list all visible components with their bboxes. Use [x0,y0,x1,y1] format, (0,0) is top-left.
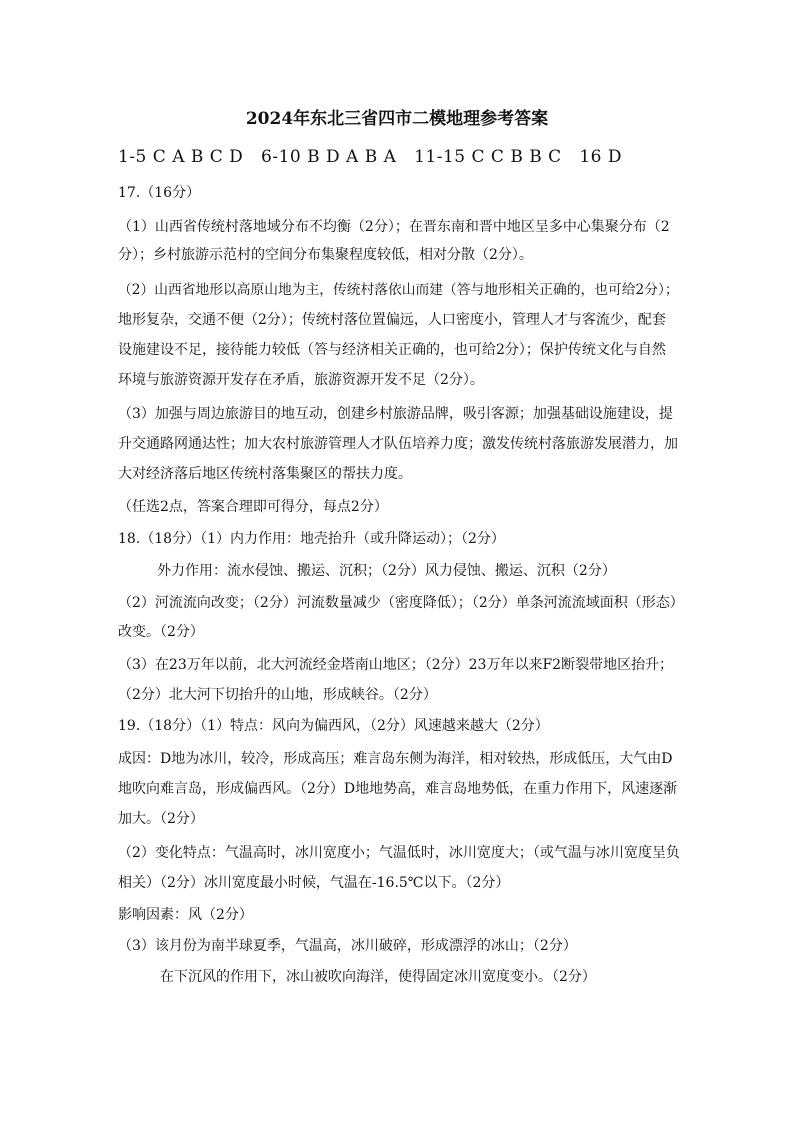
text-line: （1）山西省传统村落地域分布不均衡（2分）；在晋东南和晋中地区呈多中心集聚分布（2 [118,219,670,235]
question-17-header: 17.（16分） [118,185,201,201]
text-line: 分）；乡村旅游示范村的空间分布集聚程度较低，相对分散（2分）。 [118,247,533,263]
text-line: 成因：D地为冰川，较冷，形成高压；难言岛东侧为海洋，相对较热，形成低压，大气由D [118,751,673,767]
text-line: （3）加强与周边旅游目的地互动，创建乡村旅游品牌，吸引客源；加强基础设施建设，提 [118,406,673,422]
text-line: 相关）（2分）冰川宽度最小时候，气温在-16.5℃以下。（2分） [118,875,510,891]
text-line: 设施建设不足，接待能力较低（答与经济相关正确的，也可给2分）；保护传统文化与自然 [118,342,666,358]
text-line: 大对经济落后地区传统村落集聚区的帮扶力度。 [118,466,412,482]
text-line: 外力作用：流水侵蚀、搬运、沉积；（2分）风力侵蚀、搬运、沉积（2分） [157,563,616,579]
text-line: 改变。（2分） [118,624,204,640]
text-line: 地吹向难言岛，形成偏西风。（2分）D地地势高，难言岛地势低，在重力作用下，风速逐渐 [118,781,678,797]
question-18-header: 18.（18分）（1）内力作用：地壳抬升（或升降运动）；（2分） [118,531,505,547]
text-line: （2）河流流向改变；（2分）河流数量减少（密度降低）；（2分）单条河流流域面积（形态） [118,595,684,611]
text-line: 环境与旅游资源开发存在矛盾，旅游资源开发不足（2分）。 [118,372,484,388]
text-line: （2分）北大河下切抬升的山地，形成峡谷。（2分） [118,687,437,703]
text-line: （2）变化特点：气温高时，冰川宽度小；气温低时，冰川宽度大；（或气温与冰川宽度呈负 [118,845,680,861]
text-line: 影响因素：风（2分） [118,907,253,923]
text-line: （任选2点，答案合理即可得分，每点2分） [118,499,388,515]
page-title: 2024年东北三省四市二模地理参考答案 [245,109,549,129]
multiple-choice-answers: 1-5 C A B C D 6-10 B D A B A 11-15 C C B B C 16 D [118,147,623,167]
text-line: 地形复杂，交通不便（2分）；传统村落位置偏远，人口密度小，管理人才与客流少，配套 [118,312,666,328]
text-line: 升交通路网通达性；加大农村旅游管理人才队伍培养力度；激发传统村落旅游发展潜力，加 [118,436,678,452]
text-line: （2）山西省地形以高原山地为主，传统村落依山而建（答与地形相关正确的，也可给2分）； [118,282,679,298]
text-line: 加大。（2分） [118,811,204,827]
text-line: 在下沉风的作用下，冰山被吹向海洋，使得固定冰川宽度变小。（2分） [160,969,596,985]
text-line: （3）该月份为南半球夏季，气温高，冰川破碎，形成漂浮的冰山；（2分） [118,938,577,954]
question-19-header: 19.（18分）（1）特点：风向为偏西风，（2分）风速越来越大（2分） [118,718,549,734]
text-line: （3）在23万年以前，北大河流经金塔南山地区；（2分）23万年以来F2断裂带地区抬升； [118,657,674,673]
